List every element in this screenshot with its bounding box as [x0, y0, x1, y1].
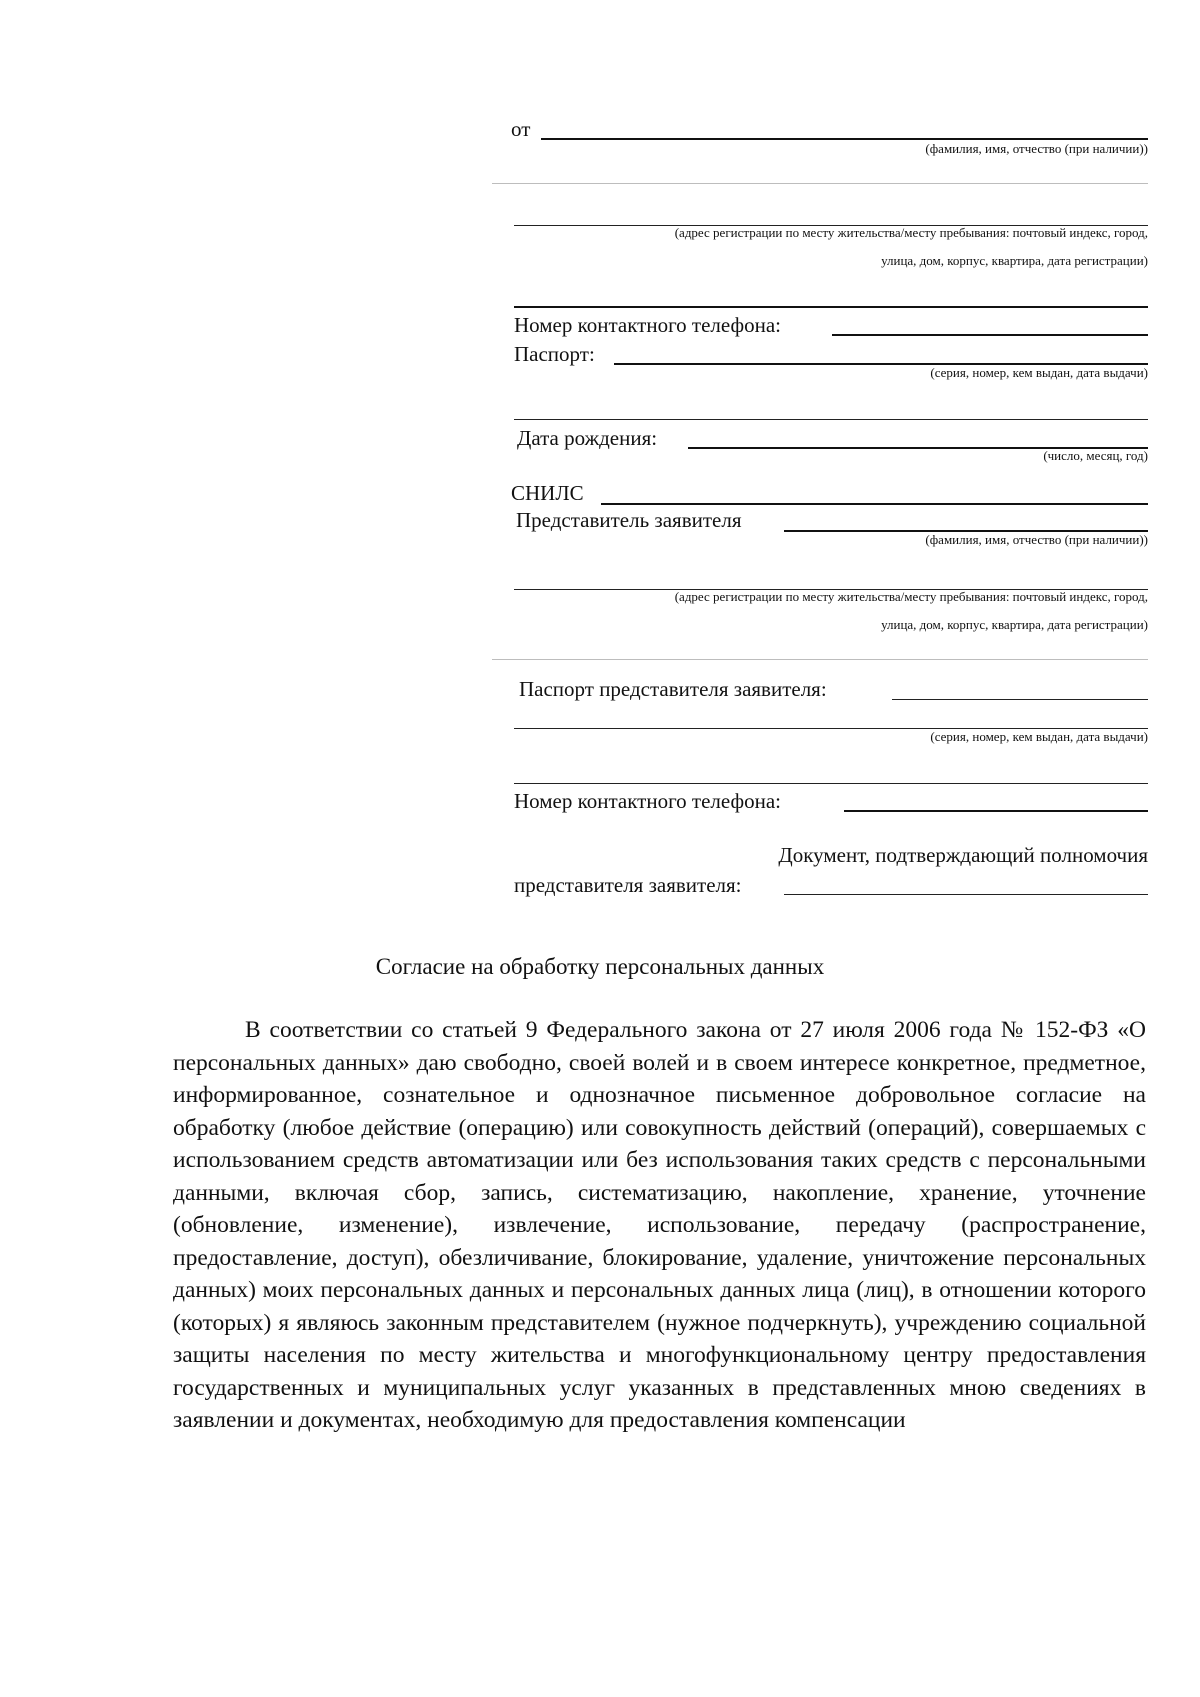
passport-label: Паспорт: [514, 342, 595, 366]
representative-phone-label: Номер контактного телефона: [514, 789, 781, 813]
representative-passport-extra-field-2[interactable] [514, 783, 1148, 784]
authority-document-label-line2: представителя заявителя: [514, 873, 742, 897]
phone-field[interactable] [832, 334, 1148, 336]
from-fio-field[interactable] [541, 138, 1148, 140]
representative-fio-caption: (фамилия, имя, отчество (при наличии)) [925, 532, 1148, 547]
representative-passport-field[interactable] [892, 699, 1148, 700]
birth-caption: (число, месяц, год) [1043, 448, 1148, 463]
representative-passport-label: Паспорт представителя заявителя: [519, 677, 827, 701]
consent-title: Согласие на обработку персональных данных [375, 954, 825, 979]
snils-field[interactable] [601, 503, 1148, 505]
separator [492, 659, 1148, 660]
representative-passport-caption: (серия, номер, кем выдан, дата выдачи) [930, 729, 1148, 744]
from-label: от [511, 117, 531, 141]
representative-phone-field[interactable] [844, 810, 1148, 812]
representative-label: Представитель заявителя [516, 508, 742, 532]
passport-caption: (серия, номер, кем выдан, дата выдачи) [930, 365, 1148, 380]
authority-document-field[interactable] [784, 894, 1148, 895]
birth-label: Дата рождения: [517, 426, 658, 450]
consent-body [173, 1014, 1146, 1437]
phone-label: Номер контактного телефона: [514, 313, 781, 337]
snils-label: СНИЛС [511, 481, 584, 505]
fio-caption: (фамилия, имя, отчество (при наличии)) [925, 141, 1148, 156]
representative-address-caption-line1: (адрес регистрации по месту жительства/месту пребывания: почтовый индекс, город, [674, 589, 1148, 604]
address-caption-line2: улица, дом, корпус, квартира, дата регистрации) [881, 253, 1148, 268]
representative-address-caption-line2: улица, дом, корпус, квартира, дата регистрации) [881, 617, 1148, 632]
consent-paragraph: В соответствии со статьей 9 Федерального закона от 27 июля 2006 года № 152-ФЗ «О персональных данных» даю свободно, своей волей и в своем интересе конкретное, предметное, информированное, сознательное и однозначное письменное добровольное согласие на обработку (любое действие (операцию) или совокупность действий (операций), совершаемых с использованием средств автоматизации или без использования таких средств с персональными данными, включая сбор, запись, систематизацию, накопление, хранение, уточнение (обновление, изменение), извлечение, использование, передачу (распространение, предоставление, доступ), обезличивание, блокирование, удаление, уничтожение персональных данных) моих персональных данных и персональных данных лица (лиц), в отношении которого (которых) я являюсь законным представителем (нужное подчеркнуть), учреждению социальной защиты населения по месту жительства и многофункциональному центру предоставления государственных и муниципальных услуг указанных в представленных мною сведениях в заявлении и документах, необходимую для предоставления компенсации [173, 1017, 1146, 1433]
address-caption-line1: (адрес регистрации по месту жительства/месту пребывания: почтовый индекс, город, [674, 225, 1148, 240]
authority-document-label-line1: Документ, подтверждающий полномочия [778, 843, 1148, 867]
passport-extra-field[interactable] [514, 419, 1148, 420]
separator [492, 183, 1148, 184]
address-extra-field[interactable] [514, 306, 1148, 308]
